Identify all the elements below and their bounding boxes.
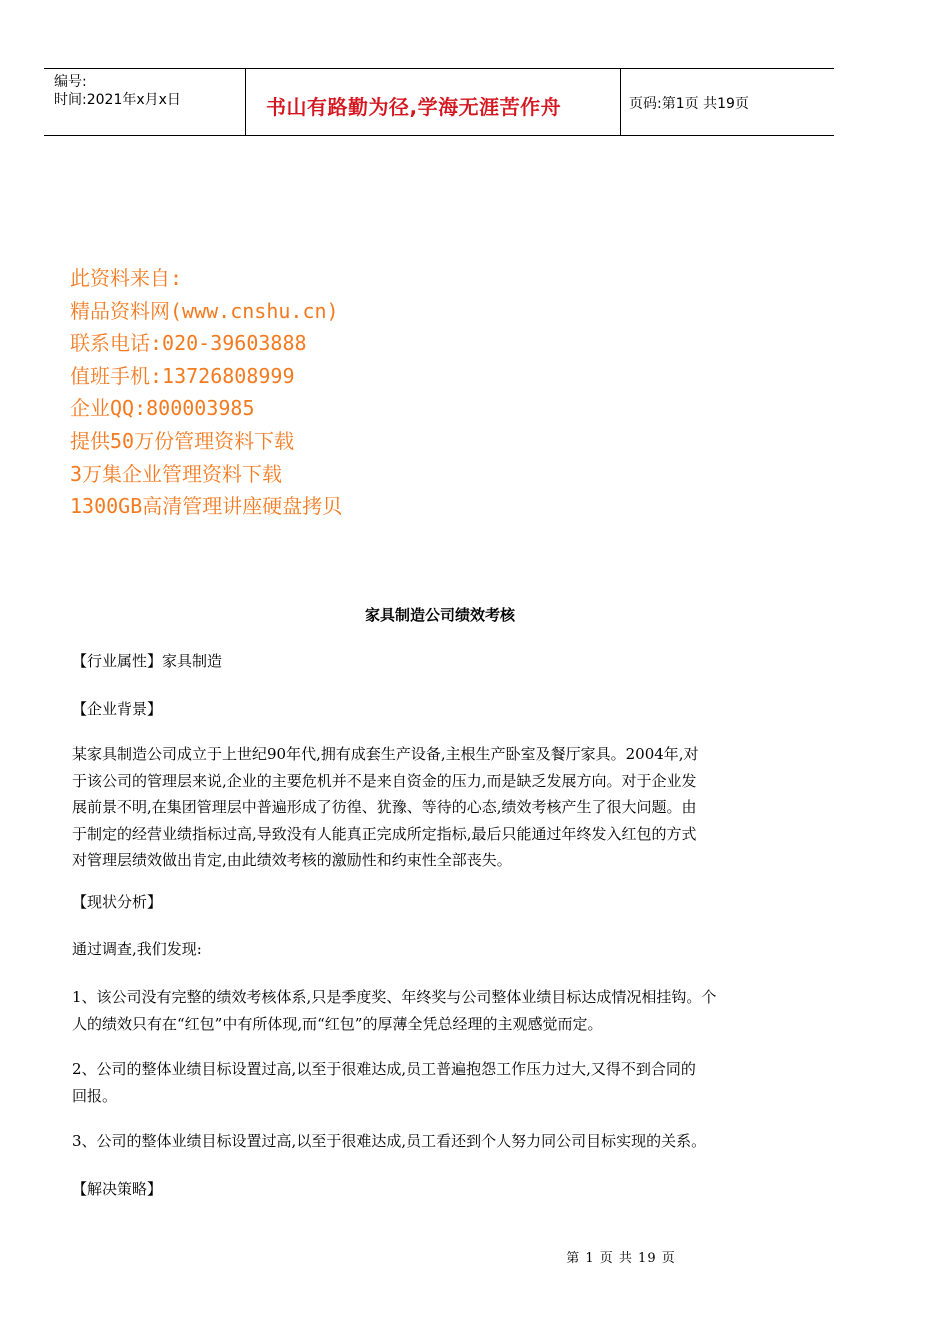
paragraph-line: 对管理层绩效做出肯定,由此绩效考核的激励性和约束性全部丧失。 — [72, 851, 512, 869]
background-heading: 【企业背景】 — [72, 700, 163, 718]
promo-line: 值班手机:13726808999 — [70, 363, 295, 388]
industry-attribute: 【行业属性】家具制造 — [72, 652, 223, 670]
document-time-label: 时间:2021年x月x日 — [54, 92, 181, 108]
promo-line: 精品资料网(www.cnshu.cn) — [70, 298, 339, 323]
analysis-point-1 — [72, 984, 812, 1037]
header-page-info: 页码:第1页 共19页 — [629, 96, 749, 112]
page-footer: 第 1 页 共 19 页 — [566, 1251, 676, 1266]
header-page-cell — [621, 69, 834, 135]
analysis-intro: 通过调查,我们发现: — [72, 940, 202, 958]
paragraph-line: 2、公司的整体业绩目标设置过高,以至于很难达成,员工普遍抱怨工作压力过大,又得不到合同的 — [72, 1060, 696, 1078]
header-motto-cell — [246, 69, 621, 135]
header-info-cell — [44, 69, 246, 135]
promo-line: 联系电话:020-39603888 — [70, 331, 307, 356]
strategy-heading: 【解决策略】 — [72, 1180, 163, 1198]
paragraph-line: 展前景不明,在集团管理层中普遍形成了彷徨、犹豫、等待的心态,绩效考核产生了很大问题。由 — [72, 798, 697, 816]
analysis-point-3: 3、公司的整体业绩目标设置过高,以至于很难达成,员工看还到个人努力同公司目标实现的关系。 — [72, 1132, 707, 1150]
paragraph-line: 1、该公司没有完整的绩效考核体系,只是季度奖、年终奖与公司整体业绩目标达成情况相挂钩。个 — [72, 988, 717, 1006]
background-paragraph — [72, 741, 812, 874]
paragraph-line: 于制定的经营业绩指标过高,导致没有人能真正完成所定指标,最后只能通过年终发入红包的方式 — [72, 824, 697, 843]
promo-line: 此资料来自: — [70, 266, 183, 290]
document-title: 家具制造公司绩效考核 — [364, 606, 515, 624]
document-header — [44, 68, 834, 136]
document-number-label: 编号: — [54, 74, 87, 90]
promo-line: 企业QQ:800003985 — [70, 396, 255, 421]
paragraph-line: 人的绩效只有在“红包”中有所体现,而“红包”的厚薄全凭总经理的主观感觉而定。 — [72, 1014, 603, 1033]
paragraph-line: 于该公司的管理层来说,企业的主要危机并不是来自资金的压力,而是缺乏发展方向。对于企业发 — [72, 771, 697, 790]
paragraph-line: 回报。 — [72, 1086, 118, 1105]
promo-line: 1300GB高清管理讲座硬盘拷贝 — [70, 494, 343, 519]
paragraph-line: 某家具制造公司成立于上世纪90年代,拥有成套生产设备,主根生产卧室及餐厅家具。2004年,对 — [72, 745, 699, 763]
header-motto: 书山有路勤为径,学海无涯苦作舟 — [266, 95, 562, 119]
promo-line: 3万集企业管理资料下载 — [70, 461, 283, 486]
promo-block — [70, 262, 342, 523]
analysis-point-2 — [72, 1056, 812, 1109]
promo-line: 提供50万份管理资料下载 — [70, 428, 295, 453]
analysis-heading: 【现状分析】 — [72, 893, 163, 911]
